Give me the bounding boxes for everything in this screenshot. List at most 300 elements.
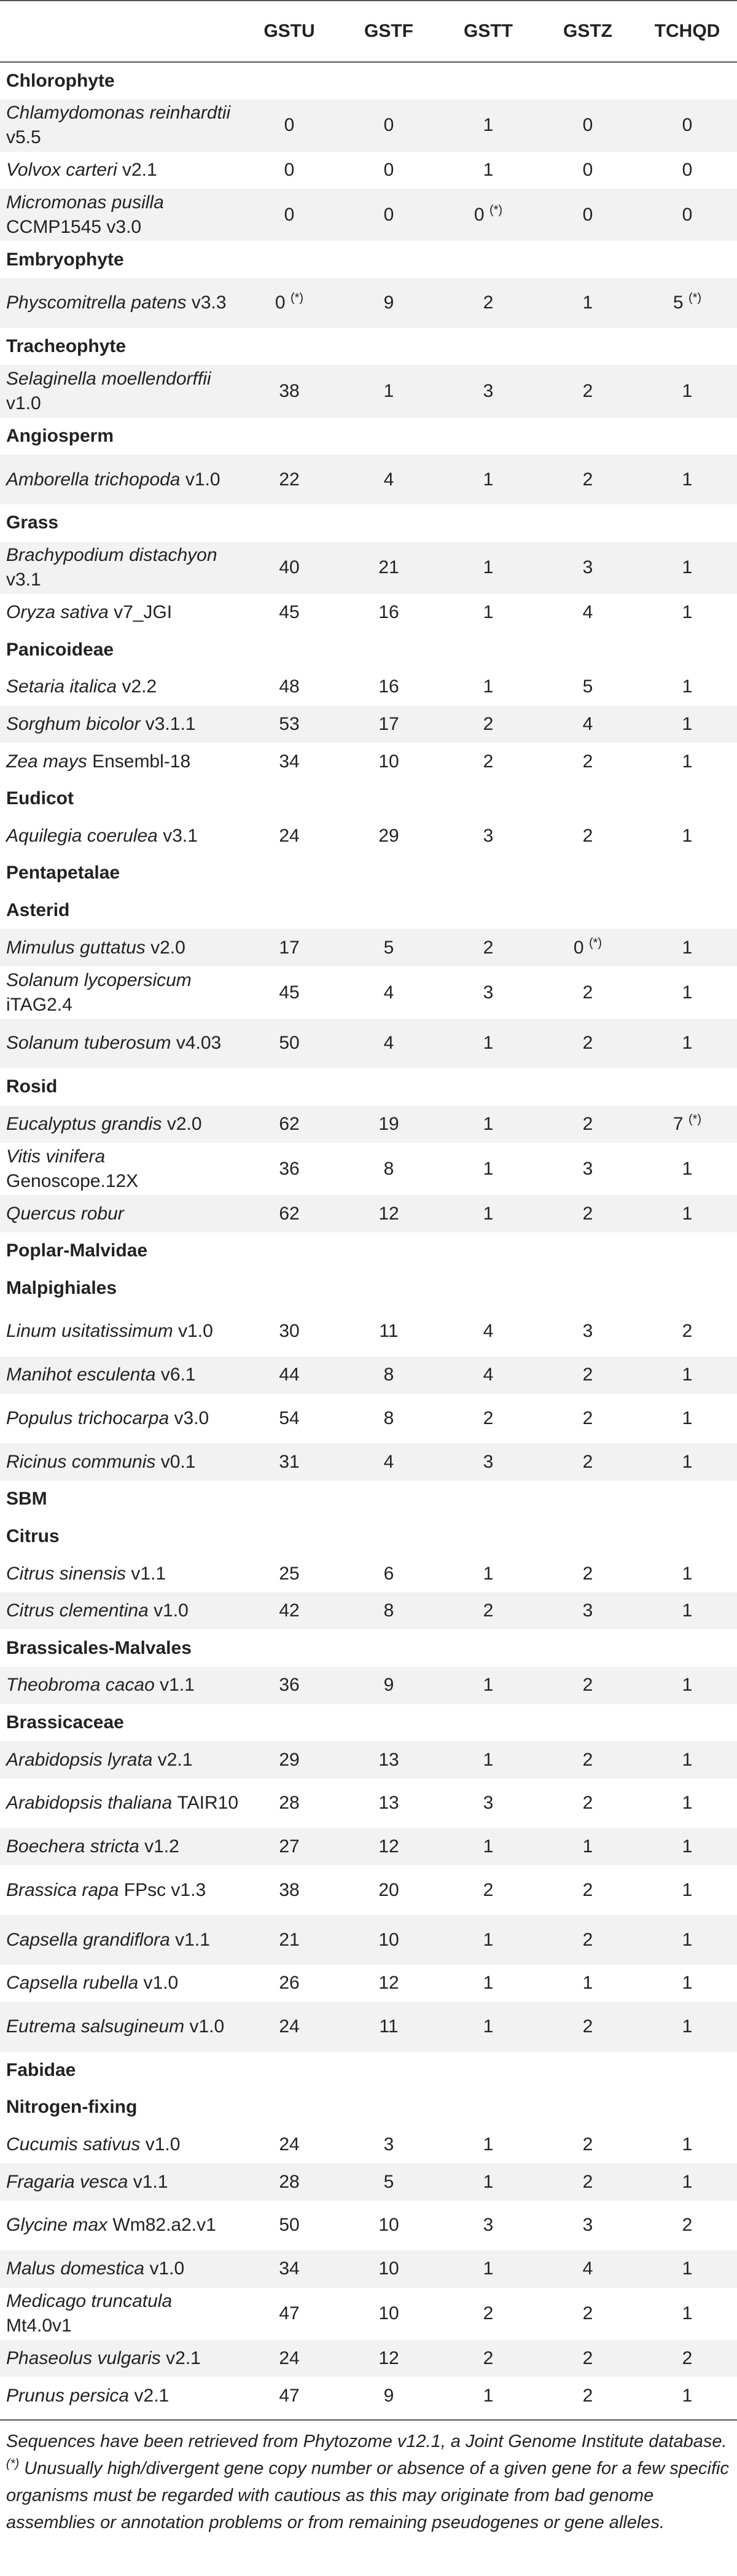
species-name: Boechera stricta: [6, 1836, 139, 1857]
species-name: Brassica rapa: [6, 1879, 119, 1900]
count-value: 1: [682, 1675, 693, 1696]
count-value: 27: [279, 1836, 300, 1857]
gstf-count: [339, 152, 439, 189]
gstf-count: [339, 1779, 439, 1828]
gstf-count: [339, 2201, 439, 2250]
gstf-count: [339, 1555, 439, 1592]
species-cell: [0, 966, 240, 1019]
species-name: Volvox carteri: [6, 160, 117, 181]
gstz-count: [538, 2288, 638, 2340]
count-value: 2: [582, 2347, 593, 2368]
count-value: 5: [673, 292, 684, 313]
gstt-count: [439, 2250, 538, 2288]
count-value: 0: [682, 160, 693, 181]
species-cell: [0, 1195, 240, 1232]
assembly-version: v2.1: [157, 1749, 193, 1770]
count-value: 3: [483, 825, 494, 846]
gstf-count: [339, 455, 439, 504]
assembly-version: v1.1: [160, 1675, 195, 1696]
count-value: 1: [483, 1929, 494, 1950]
group-row: [0, 1068, 737, 1106]
count-value: 2: [582, 1113, 593, 1134]
species-name: Setaria italica: [6, 676, 117, 697]
species-cell: [0, 152, 240, 189]
assembly-version: v3.1: [163, 825, 198, 846]
species-cell: [0, 817, 240, 855]
gstf-count: [339, 966, 439, 1019]
count-value: 1: [483, 1033, 494, 1054]
assembly-version: Wm82.a2.v1: [112, 2215, 216, 2236]
count-value: 1: [483, 2016, 494, 2037]
species-row: [0, 706, 737, 743]
species-name: Manihot esculenta: [6, 1364, 156, 1385]
group-row: [0, 62, 737, 100]
count-value: 12: [378, 2347, 399, 2368]
gstu-count: [240, 2126, 339, 2164]
gstt-count: [439, 1828, 538, 1866]
gstf-count: [339, 2340, 439, 2378]
gstu-count: [240, 455, 339, 504]
tchqd-count: [638, 1443, 737, 1481]
count-value: 3: [483, 1793, 494, 1814]
group-row: [0, 1269, 737, 1307]
gstz-count: [538, 1443, 638, 1481]
species-name: Eutrema salsugineum: [6, 2016, 185, 2037]
gstz-count: [538, 966, 638, 1019]
gstz-count: [538, 2163, 638, 2201]
gstt-count: [439, 2002, 538, 2052]
count-value: 5: [383, 937, 394, 958]
gstt-count: [439, 189, 538, 241]
species-cell: [0, 455, 240, 504]
group-label: Asterid: [0, 892, 737, 930]
species-name: Chlamydomonas reinhardtii: [6, 103, 231, 123]
gstt-count: [439, 2377, 538, 2414]
tchqd-count: [638, 2163, 737, 2201]
count-value: 54: [279, 1407, 300, 1428]
species-row: [0, 1865, 737, 1915]
count-value: 1: [483, 1836, 494, 1857]
gstf-count: [339, 706, 439, 743]
count-value: 28: [279, 2171, 300, 2192]
count-value: 47: [279, 2385, 300, 2406]
group-row: [0, 1704, 737, 1742]
gstz-count: [538, 1965, 638, 2002]
gstz-count: [538, 2002, 638, 2052]
count-value: 1: [483, 1563, 494, 1584]
gstf-count: [339, 1143, 439, 1195]
count-value: 44: [279, 1364, 300, 1385]
footnote-caution: Unusually high/divergent gene copy number or absence of a given gene for a few specific organisms must be regarded with cautious as this may originate from bad genome assemblies or annotation problems or from remaining pseudogenes or gene alleles.: [6, 2459, 729, 2532]
species-name: Oryza sativa: [6, 602, 109, 623]
count-value: 2: [682, 2215, 693, 2236]
gstu-count: [240, 1106, 339, 1143]
count-value: 8: [383, 1158, 394, 1179]
gstz-count: [538, 2250, 638, 2288]
gstz-count: [538, 1741, 638, 1779]
gstt-count: [439, 1779, 538, 1828]
group-label: Eudicot: [0, 780, 737, 818]
species-name: Phaseolus vulgaris: [6, 2347, 161, 2368]
count-value: 2: [582, 2134, 593, 2155]
gstz-count: [538, 1555, 638, 1592]
species-row: [0, 2126, 737, 2164]
count-value: 1: [682, 713, 693, 734]
count-value: 13: [378, 1749, 399, 1770]
species-cell: [0, 1915, 240, 1965]
species-cell: [0, 1443, 240, 1481]
count-value: 2: [582, 1407, 593, 1428]
count-value: 1: [682, 557, 693, 578]
species-row: [0, 1779, 737, 1828]
count-value: 2: [483, 713, 494, 734]
tchqd-count: [638, 1357, 737, 1394]
count-value: 0: [474, 204, 485, 225]
species-row: [0, 817, 737, 855]
count-value: 62: [279, 1113, 300, 1134]
gstu-count: [240, 1965, 339, 2002]
assembly-version: v2.1: [166, 2347, 201, 2368]
count-value: 2: [582, 1451, 593, 1472]
species-name: Aquilegia coerulea: [6, 825, 158, 846]
count-value: 2: [582, 982, 593, 1003]
count-value: 1: [483, 2258, 494, 2279]
count-value: 17: [279, 937, 300, 958]
species-name: Mimulus guttatus: [6, 937, 146, 958]
gstz-count: [538, 743, 638, 780]
gstu-count: [240, 1394, 339, 1444]
count-value: 4: [582, 2258, 593, 2279]
count-value: 0: [383, 160, 394, 181]
tchqd-count: [638, 594, 737, 632]
gstt-count: [439, 152, 538, 189]
gstt-count: [439, 706, 538, 743]
species-name: Micromonas pusilla: [6, 192, 164, 213]
count-value: 2: [582, 2303, 593, 2324]
gstf-count: [339, 1965, 439, 2002]
gstu-count: [240, 100, 339, 152]
gstf-count: [339, 1667, 439, 1704]
gstu-count: [240, 929, 339, 966]
species-cell: [0, 1106, 240, 1143]
count-value: 1: [682, 937, 693, 958]
count-value: 1: [483, 557, 494, 578]
species-name: Linum usitatissimum: [6, 1321, 173, 1342]
count-value: 2: [682, 2347, 693, 2368]
count-value: 2: [582, 2171, 593, 2192]
tchqd-count: [638, 1394, 737, 1444]
gstt-count: [439, 542, 538, 594]
count-value: 2: [582, 1749, 593, 1770]
gstu-count: [240, 1143, 339, 1195]
group-row: [0, 1232, 737, 1270]
count-value: 12: [378, 1836, 399, 1857]
gstt-count: [439, 1019, 538, 1068]
count-value: 0: [383, 204, 394, 225]
assembly-version: CCMP1545 v3.0: [6, 216, 142, 237]
count-value: 1: [682, 2171, 693, 2192]
species-row: [0, 100, 737, 152]
count-value: 1: [682, 1973, 693, 1994]
count-value: 2: [582, 1879, 593, 1900]
tchqd-count: [638, 1915, 737, 1965]
gstf-count: [339, 1741, 439, 1779]
count-value: 2: [582, 751, 593, 772]
gstu-count: [240, 2250, 339, 2288]
tchqd-count: [638, 1865, 737, 1915]
species-cell: [0, 365, 240, 417]
assembly-version: FPsc v1.3: [123, 1879, 206, 1900]
count-value: 10: [378, 751, 399, 772]
count-value: 1: [483, 115, 494, 136]
assembly-version: v1.0: [185, 469, 220, 490]
count-value: 1: [682, 381, 693, 402]
count-value: 26: [279, 1973, 300, 1994]
count-value: 2: [582, 2385, 593, 2406]
group-row: [0, 241, 737, 278]
gstt-count: [439, 1443, 538, 1481]
species-row: [0, 455, 737, 504]
assembly-version: v3.1.1: [145, 713, 196, 734]
count-value: 1: [483, 1158, 494, 1179]
assembly-version: Ensembl-18: [92, 751, 191, 772]
species-cell: [0, 668, 240, 706]
count-value: 3: [582, 2215, 593, 2236]
count-value: 34: [279, 2258, 300, 2279]
species-cell: [0, 1779, 240, 1828]
count-value: 2: [582, 1563, 593, 1584]
gstf-count: [339, 1195, 439, 1232]
count-value: 2: [483, 1407, 494, 1428]
count-value: 10: [378, 2303, 399, 2324]
count-value: 8: [383, 1600, 394, 1621]
assembly-version: v2.1: [122, 160, 157, 181]
count-value: 2: [483, 1879, 494, 1900]
gstz-count: [538, 1019, 638, 1068]
species-name: Amborella trichopoda: [6, 469, 181, 490]
gstz-count: [538, 817, 638, 855]
count-value: 4: [483, 1321, 494, 1342]
species-cell: [0, 1667, 240, 1704]
count-value: 2: [483, 2347, 494, 2368]
table-body: [0, 62, 737, 2414]
species-row: [0, 2201, 737, 2250]
count-value: 0: [275, 292, 286, 313]
gstu-count: [240, 1307, 339, 1357]
count-value: 2: [483, 2303, 494, 2324]
footnote-source: Sequences have been retrieved from Phytozome v12.1, a Joint Genome Institute database.: [6, 2432, 727, 2451]
count-value: 16: [378, 676, 399, 697]
tchqd-count: [638, 1741, 737, 1779]
group-row: [0, 1629, 737, 1667]
group-row: [0, 631, 737, 668]
gstt-count: [439, 455, 538, 504]
tchqd-count: [638, 1143, 737, 1195]
species-row: [0, 2002, 737, 2052]
count-value: 1: [682, 2016, 693, 2037]
gstu-count: [240, 365, 339, 417]
gstu-count: [240, 2201, 339, 2250]
header-gstz: GSTZ: [538, 1, 638, 62]
gstz-count: [538, 1865, 638, 1915]
gstt-count: [439, 1307, 538, 1357]
count-value: 2: [682, 1321, 693, 1342]
gstt-count: [439, 1915, 538, 1965]
gstf-count: [339, 929, 439, 966]
gstu-count: [240, 1828, 339, 1866]
gstt-count: [439, 1195, 538, 1232]
table-footnote: [0, 2419, 737, 2536]
species-cell: [0, 1965, 240, 2002]
gstf-count: [339, 1592, 439, 1630]
group-row: [0, 2052, 737, 2089]
count-value: 1: [383, 381, 394, 402]
count-value: 2: [582, 1364, 593, 1385]
count-value: 62: [279, 1203, 300, 1224]
gstf-count: [339, 594, 439, 632]
count-value: 1: [682, 1033, 693, 1054]
tchqd-count: [638, 365, 737, 417]
tchqd-count: [638, 1106, 737, 1143]
count-value: 1: [682, 1793, 693, 1814]
tchqd-count: [638, 706, 737, 743]
assembly-version: v1.0: [6, 393, 41, 414]
count-value: 1: [682, 1836, 693, 1857]
tchqd-count: [638, 1965, 737, 2002]
species-cell: [0, 2163, 240, 2201]
group-label: Citrus: [0, 1518, 737, 1556]
gstt-count: [439, 2126, 538, 2164]
count-value: 9: [383, 292, 394, 313]
species-row: [0, 1357, 737, 1394]
gstu-count: [240, 542, 339, 594]
gstz-count: [538, 1667, 638, 1704]
gstu-count: [240, 189, 339, 241]
species-cell: [0, 2126, 240, 2164]
caution-mark: (*): [688, 291, 702, 305]
count-value: 36: [279, 1158, 300, 1179]
tchqd-count: [638, 2377, 737, 2414]
count-value: 1: [483, 1203, 494, 1224]
count-value: 6: [383, 1563, 394, 1584]
tchqd-count: [638, 278, 737, 328]
gstu-count: [240, 278, 339, 328]
species-row: [0, 1555, 737, 1592]
gstt-count: [439, 2163, 538, 2201]
count-value: 4: [383, 982, 394, 1003]
count-value: 1: [483, 2134, 494, 2155]
gstt-count: [439, 2288, 538, 2340]
species-cell: [0, 2340, 240, 2378]
assembly-version: v1.1: [133, 2171, 168, 2192]
count-value: 1: [483, 1749, 494, 1770]
species-name: Capsella rubella: [6, 1973, 139, 1994]
gstf-count: [339, 668, 439, 706]
species-name: Capsella grandiflora: [6, 1929, 170, 1950]
assembly-version: v6.1: [160, 1364, 196, 1385]
gstz-count: [538, 1779, 638, 1828]
assembly-version: v1.0: [143, 1973, 179, 1994]
header-gstu: GSTU: [240, 1, 339, 62]
count-value: 48: [279, 676, 300, 697]
gstz-count: [538, 1143, 638, 1195]
count-value: 3: [383, 2134, 394, 2155]
count-value: 24: [279, 2347, 300, 2368]
species-row: [0, 1394, 737, 1444]
gstu-count: [240, 1357, 339, 1394]
species-cell: [0, 2288, 240, 2340]
species-name: Cucumis sativus: [6, 2134, 141, 2155]
count-value: 0: [383, 115, 394, 136]
count-value: 4: [483, 1364, 494, 1385]
group-row: [0, 1518, 737, 1556]
table-header: [0, 1, 737, 62]
gstf-count: [339, 1828, 439, 1866]
gstz-count: [538, 1592, 638, 1630]
count-value: 2: [582, 2016, 593, 2037]
count-value: 1: [582, 292, 593, 313]
gstz-count: [538, 929, 638, 966]
group-row: [0, 2089, 737, 2126]
count-value: 3: [483, 1451, 494, 1472]
species-row: [0, 1307, 737, 1357]
gstu-count: [240, 817, 339, 855]
group-row: [0, 892, 737, 930]
tchqd-count: [638, 1779, 737, 1828]
group-label: Fabidae: [0, 2052, 737, 2089]
gstf-count: [339, 2250, 439, 2288]
count-value: 2: [582, 1929, 593, 1950]
group-label: Panicoideae: [0, 631, 737, 668]
assembly-version: v5.5: [6, 127, 41, 148]
count-value: 1: [682, 2385, 693, 2406]
tchqd-count: [638, 966, 737, 1019]
gstz-count: [538, 2201, 638, 2250]
assembly-version: v3.0: [174, 1407, 209, 1428]
species-cell: [0, 1394, 240, 1444]
count-value: 1: [682, 602, 693, 623]
tchqd-count: [638, 455, 737, 504]
gstf-count: [339, 743, 439, 780]
count-value: 12: [378, 1203, 399, 1224]
assembly-version: v2.0: [150, 937, 185, 958]
count-value: 0: [284, 160, 295, 181]
group-label: Malpighiales: [0, 1269, 737, 1307]
count-value: 21: [279, 1929, 300, 1950]
assembly-version: v2.0: [166, 1113, 202, 1134]
count-value: 4: [582, 713, 593, 734]
species-cell: [0, 1143, 240, 1195]
tchqd-count: [638, 2340, 737, 2378]
count-value: 10: [378, 1929, 399, 1950]
gstu-count: [240, 1443, 339, 1481]
assembly-version: iTAG2.4: [6, 994, 72, 1015]
species-row: [0, 542, 737, 594]
caution-mark: (*): [588, 936, 602, 950]
group-label: Angiosperm: [0, 418, 737, 455]
gstu-count: [240, 1865, 339, 1915]
tchqd-count: [638, 2002, 737, 2052]
count-value: 45: [279, 982, 300, 1003]
species-row: [0, 668, 737, 706]
footnote-mark: (*): [6, 2457, 20, 2471]
species-cell: [0, 1307, 240, 1357]
gstt-count: [439, 1357, 538, 1394]
gstu-count: [240, 1019, 339, 1068]
species-cell: [0, 189, 240, 241]
species-name: Citrus sinensis: [6, 1563, 127, 1584]
species-row: [0, 2163, 737, 2201]
